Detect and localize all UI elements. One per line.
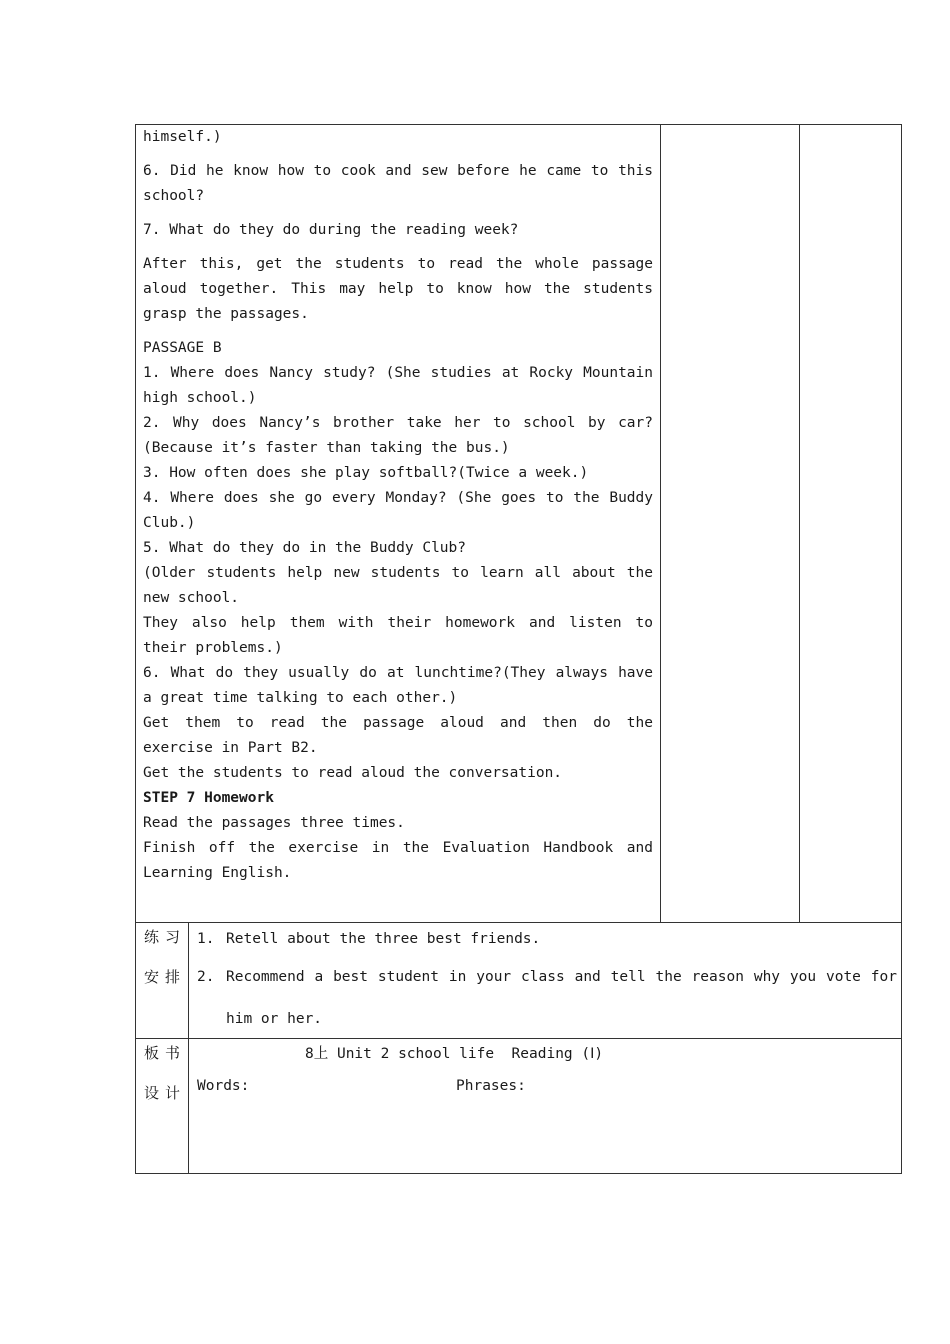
paragraph: 7. What do they do during the reading week? bbox=[143, 222, 519, 238]
passage-b-line: 5. What do they do in the Buddy Club? bbox=[143, 540, 467, 556]
paragraph: 6. Did he know how to cook and sew before he came to this school? bbox=[143, 163, 653, 204]
list-item bbox=[197, 922, 897, 956]
homework-line: Finish off the exercise in the Evaluation Handbook and Learning English. bbox=[143, 840, 653, 881]
column-divider-2 bbox=[799, 124, 800, 922]
phrases-label: Phrases: bbox=[456, 1078, 526, 1094]
item-number: 1. bbox=[197, 931, 215, 947]
passage-b-line: 6. What do they usually do at lunchtime?(They always have a great time talking to each other.) bbox=[143, 665, 653, 706]
exercise-label-line2: 安排 bbox=[144, 968, 187, 986]
passage-b-line: 1. Where does Nancy study? (She studies at Rocky Mountain high school.) bbox=[143, 365, 653, 406]
passage-b-line: 2. Why does Nancy’s brother take her to school by car? (Because it’s faster than taking the bus.) bbox=[143, 415, 653, 456]
paragraph: himself.) bbox=[143, 129, 222, 145]
homework-line: Read the passages three times. bbox=[143, 815, 405, 831]
board-label-line1: 板书 bbox=[144, 1044, 187, 1062]
passage-b-line: Get the students to read aloud the conversation. bbox=[143, 765, 563, 781]
lesson-plan-table bbox=[135, 124, 902, 1174]
words-label: Words: bbox=[197, 1078, 250, 1094]
passage-b-line: 3. How often does she play softball?(Twice a week.) bbox=[143, 465, 589, 481]
table-border-bottom bbox=[135, 1173, 902, 1174]
exercise-label-line1: 练习 bbox=[144, 928, 187, 946]
passage-b-line: Get them to read the passage aloud and then do the exercise in Part B2. bbox=[143, 715, 653, 756]
passage-b-line: They also help them with their homework and listen to their problems.) bbox=[143, 615, 653, 656]
board-label-line2: 设计 bbox=[144, 1084, 187, 1102]
passage-b-line: 4. Where does she go every Monday? (She goes to the Buddy Club.) bbox=[143, 490, 653, 531]
passage-b-heading: PASSAGE B bbox=[143, 340, 222, 356]
board-design-row bbox=[135, 1038, 902, 1173]
exercise-row bbox=[135, 922, 902, 1038]
step7-heading: STEP 7 Homework bbox=[143, 790, 274, 806]
board-title: 8上 Unit 2 school life Reading (Ⅰ) bbox=[305, 1046, 604, 1062]
passage-b-line: (Older students help new students to learn all about the new school. bbox=[143, 565, 653, 606]
list-item bbox=[197, 956, 897, 1040]
column-divider-1 bbox=[660, 124, 661, 922]
item-number: 2. bbox=[197, 969, 215, 985]
exercise-list bbox=[197, 922, 897, 1040]
procedure-cell bbox=[143, 125, 653, 886]
paragraph: After this, get the students to read the whole passage aloud together. This may help to know how the students grasp the passages. bbox=[143, 256, 653, 322]
item-text: Retell about the three best friends. bbox=[226, 931, 541, 947]
item-text: Recommend a best student in your class and tell the reason why you vote for him or her. bbox=[226, 969, 897, 1027]
